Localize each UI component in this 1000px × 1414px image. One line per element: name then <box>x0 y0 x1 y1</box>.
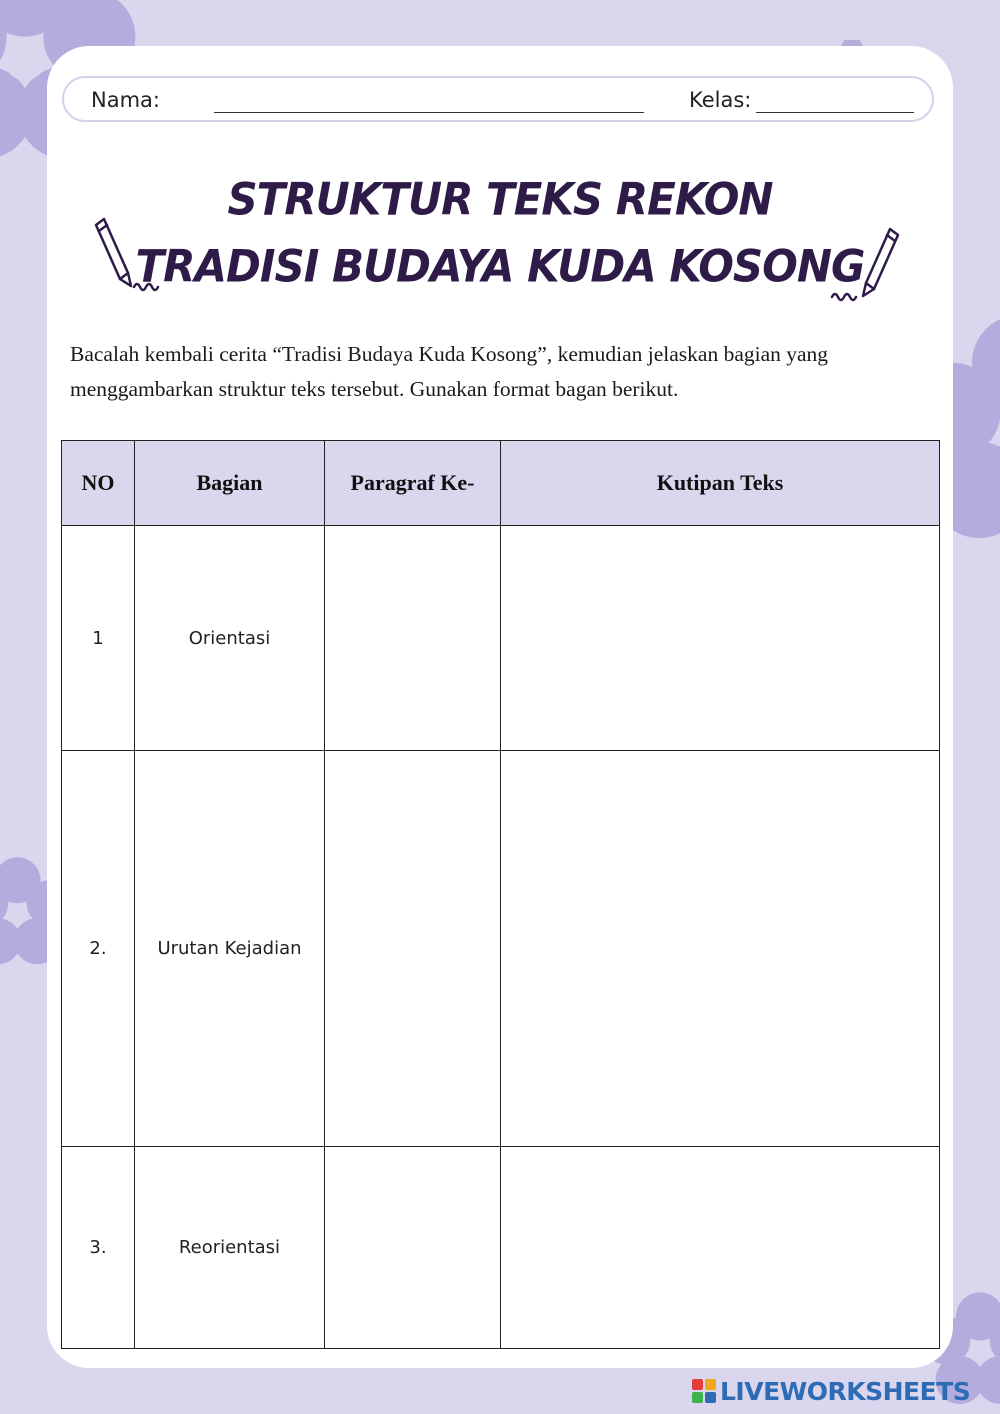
liveworksheets-logo-icon <box>692 1379 716 1403</box>
table-row <box>62 751 940 1147</box>
row-bagian: Reorientasi <box>135 1147 325 1349</box>
paragraf-input[interactable] <box>325 751 501 1147</box>
student-info-bar <box>62 76 934 122</box>
row-bagian: Urutan Kejadian <box>135 751 325 1147</box>
table-header-row <box>62 441 940 526</box>
kutipan-input[interactable] <box>501 1147 940 1349</box>
page-title-line1: STRUKTUR TEKS REKON <box>227 173 773 226</box>
row-number: 3. <box>62 1147 135 1349</box>
name-input-line[interactable] <box>214 112 644 113</box>
instruction-text: Bacalah kembali cerita “Tradisi Budaya Kuda Kosong”, kemudian jelaskan bagian yang menggambarkan struktur teks tersebut. Gunakan format bagan berikut. <box>70 342 829 401</box>
paragraf-input[interactable] <box>325 1147 501 1349</box>
table-row <box>62 526 940 751</box>
kutipan-input[interactable] <box>501 526 940 751</box>
brand-name: LIVEWORKSHEETS <box>720 1376 971 1406</box>
liveworksheets-logo[interactable] <box>692 1373 970 1409</box>
table-row <box>62 1147 940 1349</box>
header-bagian: Bagian <box>135 441 325 526</box>
header-paragraf: Paragraf Ke- <box>325 441 501 526</box>
row-number: 2. <box>62 751 135 1147</box>
structure-table <box>61 440 940 1349</box>
header-no: NO <box>62 441 135 526</box>
row-number: 1 <box>62 526 135 751</box>
pencil-icon <box>90 215 170 295</box>
pencil-icon <box>828 225 908 305</box>
kutipan-input[interactable] <box>501 751 940 1147</box>
page-title-line2: TRADISI BUDAYA KUDA KOSONG <box>135 240 865 293</box>
name-label: Nama: <box>91 88 160 112</box>
class-input-line[interactable] <box>756 112 914 113</box>
paragraf-input[interactable] <box>325 526 501 751</box>
class-label: Kelas: <box>689 88 752 112</box>
row-bagian: Orientasi <box>135 526 325 751</box>
header-kutipan: Kutipan Teks <box>501 441 940 526</box>
